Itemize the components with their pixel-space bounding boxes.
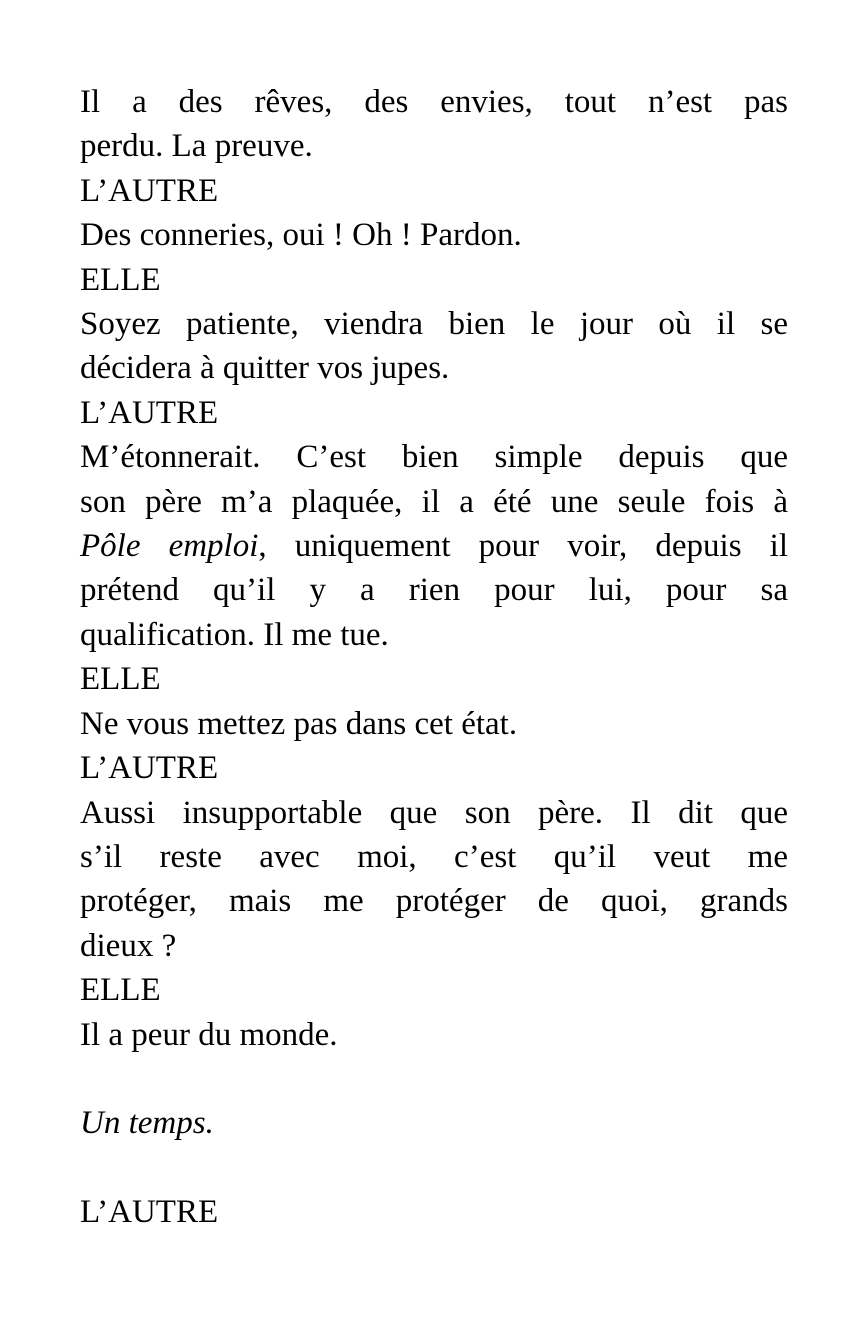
stage-direction: [80, 1101, 788, 1145]
dialogue-line: Ne vous mettez pas dans cet état.: [80, 705, 518, 742]
dialogue-line: perdu. La preuve.: [80, 128, 313, 165]
dialogue-line: Des conneries, oui ! Oh ! Pardon.: [80, 217, 522, 254]
italic-title: Pôle emploi: [80, 528, 259, 565]
dialogue-line: s’il reste avec moi, c’est qu’il veut me: [80, 838, 788, 875]
dialogue-line: Soyez patiente, viendra bien le jour où il se: [80, 306, 788, 343]
dialogue-line: décidera à quitter vos jupes.: [80, 350, 450, 387]
dialogue-line: qualification. Il me tue.: [80, 616, 389, 653]
dialogue-line: protéger, mais me protéger de quoi, grands: [80, 883, 788, 920]
dialogue-line: prétend qu’il y a rien pour lui, pour sa: [80, 572, 788, 609]
dialogue-line: Il a des rêves, des envies, tout n’est pas: [80, 84, 788, 120]
speaker-name: L’AUTRE: [80, 1194, 219, 1231]
speaker-name: L’AUTRE: [80, 172, 219, 209]
dialogue-line: dieux ?: [80, 927, 177, 964]
speaker-name: ELLE: [80, 261, 161, 298]
dialogue-line: M’étonnerait. C’est bien simple depuis que: [80, 439, 788, 476]
play-text-page: [80, 80, 788, 1235]
stage-direction-text: Un temps.: [80, 1105, 214, 1142]
dialogue-text: , uniquement pour voir, depuis il: [258, 528, 788, 565]
speaker-name: ELLE: [80, 661, 161, 698]
dialogue-line: son père m’a plaquée, il a été une seule fois à: [80, 483, 788, 520]
dialogue-line: Aussi insupportable que son père. Il dit que: [80, 794, 788, 831]
dialogue-line: Il a peur du monde.: [80, 1016, 338, 1053]
speaker-name: L’AUTRE: [80, 394, 219, 431]
blank-line: [80, 1146, 788, 1190]
dialogue-line-with-italic: [80, 524, 788, 568]
speaker-name: L’AUTRE: [80, 750, 219, 787]
blank-line: [80, 1057, 788, 1101]
speaker-name: ELLE: [80, 972, 161, 1009]
